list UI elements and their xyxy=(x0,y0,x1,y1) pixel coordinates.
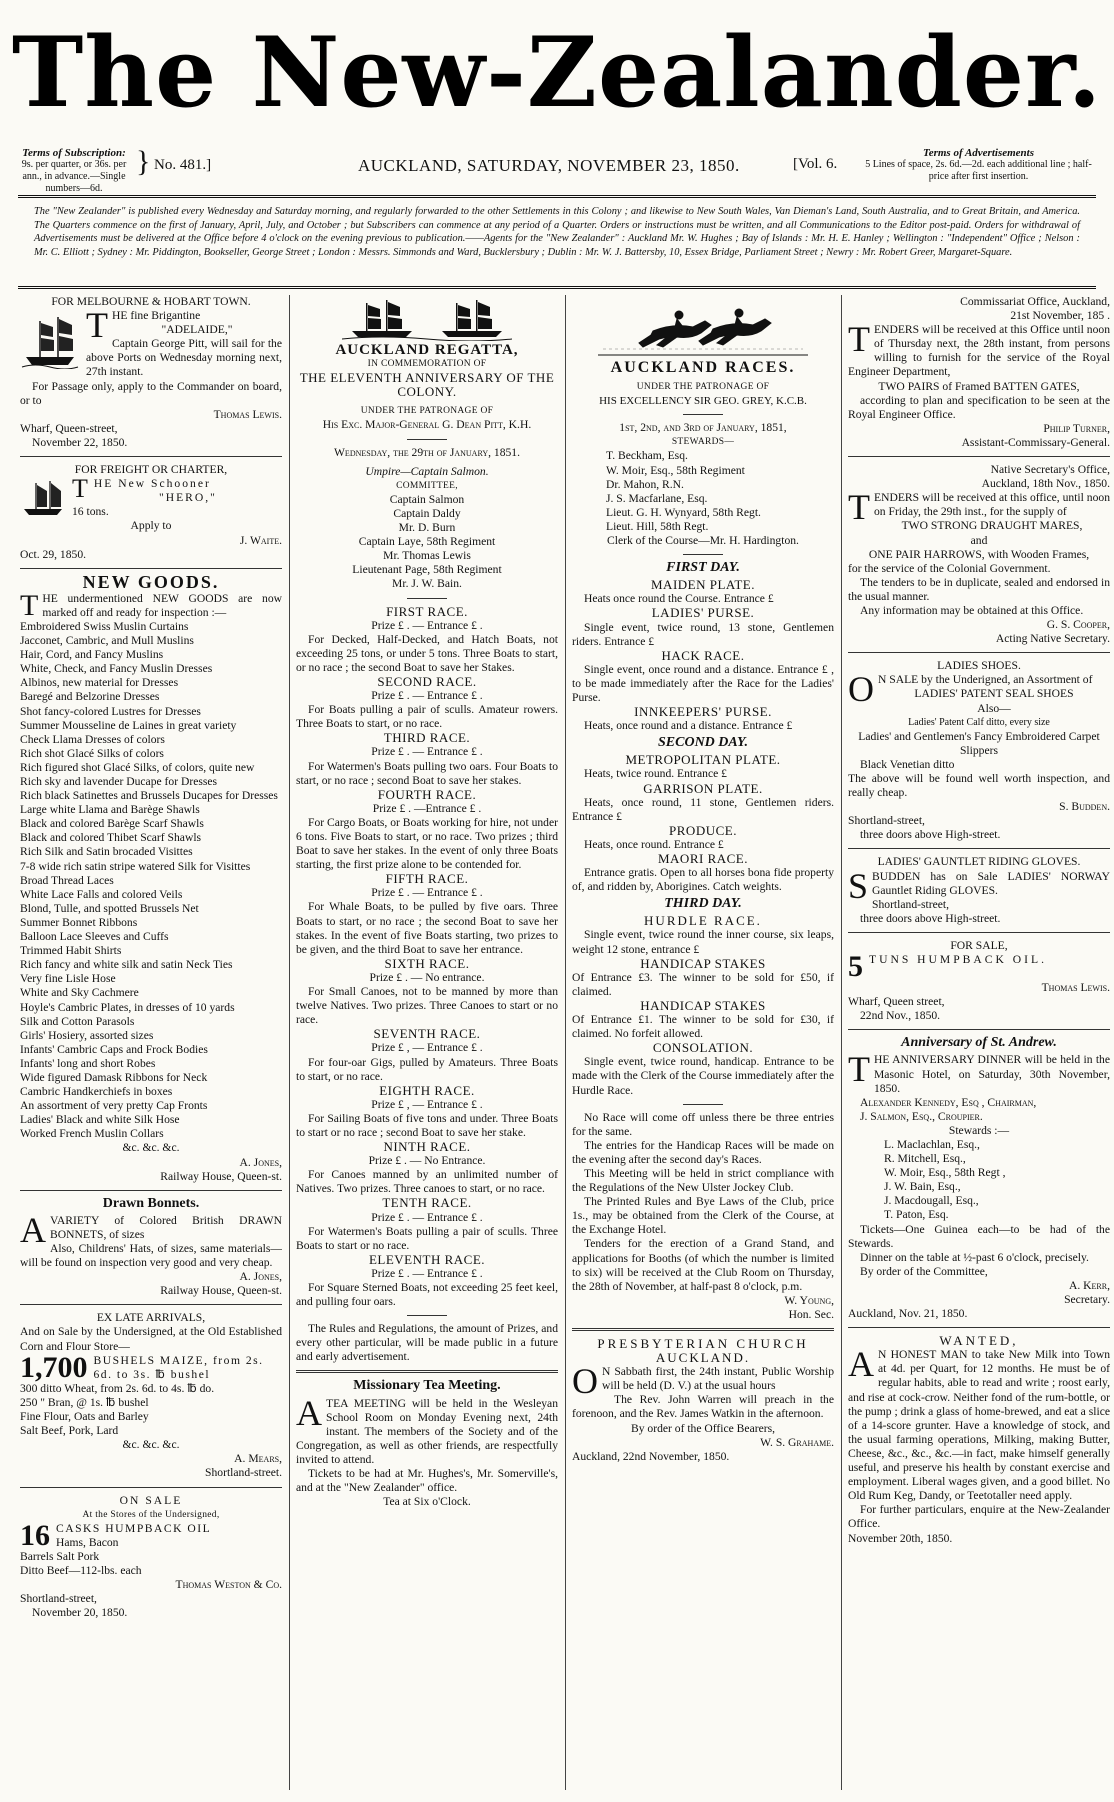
list-item: Balloon Lace Sleeves and Cuffs xyxy=(20,930,169,944)
race-prize: Prize £ . — Entrance £ . xyxy=(371,618,483,632)
list-item: Rich shot Glacé Silks of colors xyxy=(20,746,164,760)
schooner-icon xyxy=(20,479,66,519)
list-item: L. Maclachlan, Esq., xyxy=(884,1137,980,1151)
list-item: Infants' long and short Robes xyxy=(20,1056,156,1070)
list-item: Captain Laye, 58th Regiment xyxy=(358,535,496,549)
list-item: Hoyle's Cambric Plates, in dresses of 10 yards xyxy=(20,1000,235,1014)
list-item: Mr. D. Burn xyxy=(398,521,456,535)
list-item: An assortment of very pretty Cap Fronts xyxy=(20,1099,208,1113)
race-prize: Prize £ . — Entrance £ . xyxy=(371,689,483,703)
list-item: Infants' Cambric Caps and Frock Bodies xyxy=(20,1042,208,1056)
race-text: For Watermen's Boats pulling two oars. Four Boats to start, or no race ; second Boat to save her stakes. xyxy=(296,759,558,787)
list-item: Shot fancy-colored Lustres for Dresses xyxy=(20,704,201,718)
list-item: Black and colored Thibet Scarf Shawls xyxy=(20,831,202,845)
list-item: Hair, Cord, and Fancy Muslins xyxy=(20,648,164,662)
list-item: Jacconet, Cambric, and Mull Muslins xyxy=(20,634,194,648)
ad-heading: NEW GOODS. xyxy=(82,571,220,592)
ad-heading: LADIES' GAUNTLET RIDING GLOVES. xyxy=(877,855,1081,869)
list-item: Lieutenant Page, 58th Regiment xyxy=(352,563,502,577)
regatta-race xyxy=(296,1027,558,1083)
list-item: Captain Daldy xyxy=(393,506,461,520)
race-name: THIRD RACE. xyxy=(383,730,471,746)
regatta-race xyxy=(296,605,558,675)
regatta-ships-icon xyxy=(342,297,512,341)
race-name: EIGHTH RACE. xyxy=(379,1082,475,1098)
column-4 xyxy=(848,295,1110,1795)
column-divider xyxy=(841,295,842,1790)
regatta-race xyxy=(296,872,558,957)
race-prize: Prize £ , — Entrance £ . xyxy=(371,1097,483,1111)
ad-riding-gloves: LADIES' GAUNTLET RIDING GLOVES. SBUDDEN has on Sale LADIES' NORWAY Gauntlet Riding GLOVES. Shortland-street, three doors above High-street. xyxy=(848,855,1110,925)
column-2: AUCKLAND REGATTA, IN COMMEMORATION OF THE ELEVENTH ANNIVERSARY OF THE COLONY. UNDER THE PATRONAGE OF His Exc. Major-General G. Dean Pitt, K.H. Wednesday, the 29th of January, 1851. Umpire—Captain Salmon. COMMITTEE, Captain Salmon Captain Daldy Mr. D. Burn Captain Laye, 58th Regiment Mr. Thomas Lewis Lieutenant Page, 58th Regiment Mr. J. W. Bain. FIRST RACE. Prize £ . — Entrance £ . For Decked, Half-Decked, and Hatch Boats, not exceeding 25 tons, or under 5 tons. Three Boats to start, or no race ; the second Boat to save her Stakes. SECOND RACE. Prize £ . — Entrance £ . For Boats pulling a pair of sculls. Amateur rowers. Three Boats to start, or no race. THIRD RACE. Prize £ . — Entrance £ . For Watermen's Boats pulling two oars. Four Boats to start, or no race ; second Boat to save her stakes. FOURTH RACE. Prize £ . —Entrance £ . For Cargo Boats, or Boats working for hire, not under 6 tons. Five Boats to start, or no race. Two prizes ; third Boat to save her stakes. In the event of only three Boats starting, the first prize alone to be contended for. FIFTH RACE. Prize £ . — Entrance £ . For Whale Boats, to be pulled by five oars. Three Boats to start, or no race ; the second Boat to save her stakes. In the event of five Boats starting, two prizes to be given, and the third Boat to save her entrance. SIXTH RACE. Prize £ . — No entrance. For Small Canoes, not to be manned by more than twelve Natives. Two prizes. Three Canoes to start or no race. SEVENTH RACE. Prize £ , — Entrance £ . For four-oar Gigs, pulled by Amateurs. Three Boats to start, or no race. EIGHTH RACE. Prize £ , — Entrance £ . For Sailing Boats of five tons and under. Three Boats to start or no race ; second Boat to save her stake. NINTH RACE. Prize £ . — No Entrance. For Canoes manned by an unlimited number of Natives. Two prizes. Three canoes to start, or no race. TENTH RACE. Prize £ . — Entrance £ . For Watermen's Boats pulling a pair of sculls. Three Boats to start or no race. ELEVENTH RACE. Prize £ . — Entrance £ . For Square Sterned Boats, not exceeding 25 feet keel, and pulling four oars. The Rules and Regulations, the amount of Prizes, and every other particular, will be made public in a future and early advertisement. Missionary Tea Meeting. ATEA MEETING will be held in the Wesleyan School Room on Monday Evening next, 24th instant. The members of the Society and of the Congregation, as well as other friends, are respectfully invited to attend. Tickets to be had at Mr. Hughes's, Mr. Somerville's, and at the "New Zealander" office. Tea at Six o'Clock. xyxy=(296,295,558,1795)
race-name: SEVENTH RACE. xyxy=(373,1026,481,1042)
dateline: Terms of Subscription: 9s. per quarter, or 36s. per ann., in advance.—Single numbers—6d. } No. 481.] AUCKLAND, SATURDAY, NOVEMBER 23, 1850. [Vol. 6. Terms of Advertisements 5 Lines of space, 2s. 6d.—2d. each additional line ; half-price after first insertion. xyxy=(18,147,1096,197)
race-text: For Whale Boats, to be pulled by five oars. Three Boats to start, or no race ; the second Boat to save her stakes. In the event of five Boats starting, two prizes to be given, and the third Boat to save her entrance. xyxy=(296,900,558,956)
list-item: Trimmed Habit Shirts xyxy=(20,944,122,958)
race-text: For Canoes manned by an unlimited number of Natives. Two prizes. Three canoes to start, or no race. xyxy=(296,1168,558,1196)
notice-rule xyxy=(18,286,1096,289)
regatta-race-list xyxy=(296,605,558,1310)
ad-heading: LADIES SHOES. xyxy=(937,659,1021,673)
list-item: J. W. Bain, Esq., xyxy=(884,1180,961,1194)
regatta-race xyxy=(296,957,558,1027)
ad-heading: AUCKLAND RACES. xyxy=(610,359,796,376)
race-text: For four-oar Gigs, pulled by Amateurs. Three Boats to start, or no race. xyxy=(296,1055,558,1083)
list-item: Wide figured Damask Ribbons for Neck xyxy=(20,1070,208,1084)
regatta-race xyxy=(296,1140,558,1196)
list-item: Captain Salmon xyxy=(389,492,465,506)
list-item: Mr. Thomas Lewis xyxy=(383,549,471,563)
ad-missionary-tea: Missionary Tea Meeting. ATEA MEETING will be held in the Wesleyan School Room on Monday Evening next, 24th instant. The members of the Society and of the Congregation, as well as other friends, are respectfully invited to attend. Tickets to be had at Mr. Hughes's, Mr. Somerville's, and at the "New Zealander" office. Tea at Six o'Clock. xyxy=(296,1378,558,1509)
stewards-list xyxy=(572,449,834,534)
list-item: T. Beckham, Esq. xyxy=(606,449,688,463)
race-name: FOURTH RACE. xyxy=(377,786,477,802)
regatta-race xyxy=(296,731,558,787)
sailing-ship-icon xyxy=(20,313,80,369)
list-item: W. Moir, Esq., 58th Regiment xyxy=(606,463,745,477)
list-item: Cambric Handkerchiefs in boxes xyxy=(20,1085,173,1099)
list-item: Summer Bonnet Ribbons xyxy=(20,915,138,929)
column-divider xyxy=(289,295,290,1790)
ad-adelaide: THE fine Brigantine "ADELAIDE," Captain George Pitt, will sail for the above Ports on Wednesday morning next, 27th instant. For Passage only, apply to the Commander on board, or to Thomas Lewis. Wharf, Queen-street, November 22, 1850. xyxy=(20,305,282,449)
ad-presbyterian-church: PRESBYTERIAN CHURCH AUCKLAND. O N Sabbath first, the 24th instant, Public Worship will be held (D. V.) at the usual hours The Rev. John Warren will preach in the forenoon, and the Rev. James Watkin in the afternoon. By order of the Office Bearers, W. S. Grahame. Auckland, 22nd November, 1850. xyxy=(572,1336,834,1463)
list-item: R. Mitchell, Esq., xyxy=(884,1152,966,1166)
ad-humpback-oil: FOR SALE, 5 TUNS HUMPBACK OIL. Thomas Lewis. Wharf, Queen street, 22nd Nov., 1850. xyxy=(848,938,1110,1023)
ad-drawn-bonnets: Drawn Bonnets. AVARIETY of Colored British DRAWN BONNETS, of sizes Also, Childrens' Hats, of sizes, same materials—will be found on inspection very good and very cheap. A. Jones, Railway House, Queen-st. xyxy=(20,1195,282,1298)
ad-late-arrivals: EX LATE ARRIVALS, And on Sale by the Undersigned, at the Old Established Corn and Flour Store— 1,700 BUSHELS MAIZE, from 2s. 6d. to 3s. ℔ bushel 300 ditto Wheat, from 2s. 6d. to 4s. ℔ do. 250 " Bran, @ 1s. ℔ bushel Fine Flour, Oats and Barley Salt Beef, Pork, Lard &c. &c. &c. A. Mears, Shortland-street. xyxy=(20,1311,282,1480)
list-item: White and Sky Cachmere xyxy=(20,986,139,1000)
race-prize: Prize £ . — Entrance £ . xyxy=(371,1210,483,1224)
committee-list xyxy=(296,493,558,592)
list-item: White, Check, and Fancy Muslin Dresses xyxy=(20,662,213,676)
race-prize: Prize £ . —Entrance £ . xyxy=(372,801,482,815)
ad-heading: Missionary Tea Meeting. xyxy=(353,1378,501,1394)
race-text: For Boats pulling a pair of sculls. Amateur rowers. Three Boats to start, or no race. xyxy=(296,703,558,731)
ad-ladies-shoes: LADIES SHOES. O N SALE by the Underigned, an Assortment of LADIES' PATENT SEAL SHOES Also— Ladies' Patent Calf ditto, every size Ladies' and Gentlemen's Fancy Embroidered Carpet Slippers Black Venetian ditto The above will be found well worth inspection, and really cheap. S. Budden. Shortland-street, three doors above High-street. xyxy=(848,659,1110,842)
column-1 xyxy=(20,295,282,1795)
list-item: J. Macdougall, Esq., xyxy=(884,1194,979,1208)
ad-heading: Anniversary of St. Andrew. xyxy=(901,1035,1057,1051)
race-text: For Decked, Half-Decked, and Hatch Boats, not exceeding 25 tons, or under 5 tons. Three Boats to start, or no race ; the second Boat to save her Stakes. xyxy=(296,632,558,674)
ad-st-andrew-dinner: Anniversary of St. Andrew. THE ANNIVERSARY DINNER will be held in the Masonic Hotel, on Saturday, 30th November, 1850. Alexander Kennedy, Esq , Chairman, J. Salmon, Esq., Croupier. Stewards :— L. Maclachlan, Esq., R. Mitchell, Esq., W. Moir, Esq., 58th Regt , J. W. Bain, Esq., J. Macdougall, Esq., T. Paton, Esq. Tickets—One Guinea each—to be had of the Stewards. Dinner on the table at ½-past 6 o'clock, precisely. By order of the Committee, A. Kerr, Secretary. Auckland, Nov. 21, 1850. xyxy=(848,1035,1110,1321)
column-3: AUCKLAND RACES. UNDER THE PATRONAGE OF HIS EXCELLENCY SIR GEO. GREY, K.C.B. 1st, 2nd, and 3rd of January, 1851, STEWARDS— T. Beckham, Esq. W. Moir, Esq., 58th Regiment Dr. Mahon, R.N. J. S. Macfarlane, Esq. Lieut. G. H. Wynyard, 58th Regt. Lieut. Hill, 58th Regt. Clerk of the Course—Mr. H. Hardington. FIRST DAY. MAIDEN PLATE. Heats once round the Course. Entrance £ LADIES' PURSE. Single event, twice round, 13 stone, Gentlemen riders. Entrance £ HACK RACE. Single event, once round and a distance. Entrance £ , to be made immediately after the Race for the Ladies' Purse. INNKEEPERS' PURSE. Heats, once round and a distance. Entrance £ SECOND DAY. METROPOLITAN PLATE. Heats, twice round. Entrance £ GARRISON PLATE. Heats, once round, 11 stone, Gentlemen riders. Entrance £ PRODUCE. Heats, once round. Entrance £ MAORI RACE. Entrance gratis. Open to all horses bona fide property of, and ridden by, Aborigines. Catch weights. THIRD DAY. HURDLE RACE. Single event, twice round the inner course, six leaps, weight 12 stone, entrance £ HANDICAP STAKES Of Entrance £3. The winner to be sold for £50, if claimed. HANDICAP STAKES Of Entrance £1. The winner to be sold for £30, if claimed. No forfeit allowed. CONSOLATION. Single event, twice round, handicap. Entrance to be made with the Clerk of the Course immediately after the Hurdle Race. No Race will come off unless there be three entries for the same. The entries for the Handicap Races will be made on the evening after the second day's Races. This Meeting will be held in strict compliance with the Regulations of the New Ulster Jockey Club. The Printed Rules and Bye Laws of the Club, price 1s., may be obtained from the Clerk of the Course, at the Exchange Hotel. Tenders for the erection of a Grand Stand, and applications for Booths (of which the number is limited to six) will be received at the Club Room on Thursday, the 28th of November, at half-past 8 o'clock, p.m. W. Young, Hon. Sec. PRESBYTERIAN CHURCH AUCKLAND. O N Sabbath first, the 24th instant, Public Worship will be held (D. V.) at the usual hours The Rev. John Warren will preach in the forenoon, and the Rev. James Watkin in the afternoon. By order of the Office Bearers, W. S. Grahame. Auckland, 22nd November, 1850. xyxy=(572,295,834,1795)
race-prize: Prize £ . — Entrance £ . xyxy=(371,886,483,900)
list-item: Lieut. G. H. Wynyard, 58th Regt. xyxy=(606,505,761,519)
ad-commissariat-tenders: Commissariat Office, Auckland, 21st November, 185 . TENDERS will be received at this Office until noon of Thursday next, the 28th instant, from persons willing to furnish for the service of the Royal Engineer Department, TWO PAIRS of Framed BATTEN GATES, according to plan and specification to be seen at the Royal Engineer Office. Philip Turner, Assistant-Commissary-General. xyxy=(848,295,1110,449)
regatta-race xyxy=(296,675,558,731)
masthead xyxy=(0,10,1114,135)
list-item: Dr. Mahon, R.N. xyxy=(606,477,684,491)
list-item: Summer Mousseline de Laines in great variety xyxy=(20,718,237,732)
stewards-list xyxy=(848,1138,1110,1223)
publication-notice: The "New Zealander" is published every Wednesday and Saturday morning, and regularly forwarded to the other Settlements in this Colony ; and likewise to New South Wales, Van Dieman's Land, South Australia, and to Great Britain, and America. The Quarters commence on the first of January, April, July, and October ; but Subscribers can commence at any period of a Quarter. Orders or instructions must be written, and all Communications to the Editor post-paid. Orders for withdrawal of Advertisements must be delivered at the Office before 4 o'clock on the evening previous to publication.——Agents for the "New Zealander" : Auckland Mr. W. Hughes ; Bay of Islands : Mr. H. E. Hanley ; Wellington : "Independent" Office ; Nelson : Mr. C. Elliott ; Sydney : Mr. Piddington, Bookseller, George Street ; London : Messrs. Simmonds and Ward, Bucklersbury ; Dublin : Mr. W. J. Battersby, 10, Essex Bridge, Parliament Street ; Newry : Mr. Robert Greer, Margaret-Square. xyxy=(34,206,1080,258)
list-item: Baregé and Belzorine Dresses xyxy=(20,690,160,704)
subscription-terms: Terms of Subscription: 9s. per quarter, or 36s. per ann., in advance.—Single numbers—6d. xyxy=(21,147,127,194)
race-text: For Sailing Boats of five tons and under. Three Boats to start or no race ; second Boat to save her stake. xyxy=(296,1111,558,1139)
ad-hero: FOR FREIGHT OR CHARTER, THE New Schooner "HERO," 16 tons. Apply to J. Waite. Oct. 29, 1850. xyxy=(20,463,282,561)
ad-heading: WANTED, xyxy=(939,1333,1019,1349)
list-item: Albinos, new material for Dresses xyxy=(20,676,179,690)
race-name: FIFTH RACE. xyxy=(385,871,469,887)
list-item: Rich figured shot Glacé Silks, of colors, quite new xyxy=(20,760,255,774)
race-text: For Watermen's Boats pulling a pair of sculls. Three Boats to start or no race. xyxy=(296,1224,558,1252)
regatta-race xyxy=(296,1196,558,1252)
list-item: T. Paton, Esq. xyxy=(884,1208,949,1222)
list-item: Rich Silk and Satin brocaded Visittes xyxy=(20,845,193,859)
place-date: AUCKLAND, SATURDAY, NOVEMBER 23, 1850. xyxy=(358,156,740,175)
race-name: NINTH RACE. xyxy=(383,1139,471,1155)
day-heading: THIRD DAY. xyxy=(664,896,742,912)
list-item: Silk and Cotton Parasols xyxy=(20,1014,135,1028)
race-name: SECOND RACE. xyxy=(377,673,477,689)
advertisement-terms: Terms of Advertisements 5 Lines of space, 2s. 6d.—2d. each additional line ; half-price after first insertion. xyxy=(865,147,1092,182)
day-heading: SECOND DAY. xyxy=(658,735,748,751)
ad-heading: Drawn Bonnets. xyxy=(102,1195,200,1211)
ad-heading: FOR MELBOURNE & HOBART TOWN. xyxy=(51,295,251,308)
race-name: TENTH RACE. xyxy=(382,1195,472,1211)
header-rule xyxy=(18,195,1096,198)
ad-new-goods: NEW GOODS. THE undermentioned NEW GOODS are now marked off and ready for inspection :— Embroidered Swiss Muslin Curtains Jacconet, Cambric, and Mull Muslins Hair, Cord, and Fancy Muslins White, Check, and Fancy Muslin Dresses Albinos, new material for Dresses Baregé and Belzorine Dresses Shot fancy-colored Lustres for Dresses Summer Mousseline de Laines in great variety Check Llama Dresses of colors Rich shot Glacé Silks of colors Rich figured shot Glacé Silks, of colors, quite new Rich sky and lavender Ducape for Dresses Rich black Satinettes and Brussels Ducapes for Dresses Large white Llama and Barège Shawls Black and colored Barège Scarf Shawls Black and colored Thibet Scarf Shawls Rich Silk and Satin brocaded Visittes 7-8 wide rich satin stripe watered Silk for Visittes Broad Thread Laces White Lace Falls and colored Veils Blond, Tulle, and spotted Brussels Net Summer Bonnet Ribbons Balloon Lace Sleeves and Cuffs Trimmed Habit Shirts Rich fancy and white silk and satin Neck Ties Very fine Lisle Hose White and Sky Cachmere Hoyle's Cambric Plates, in dresses of 10 yards Silk and Cotton Parasols Girls' Hosiery, assorted sizes Infants' Cambric Caps and Frock Bodies Infants' long and short Robes Wide figured Damask Ribbons for Neck Cambric Handkerchiefs in boxes An assortment of very pretty Cap Fronts Ladies' Black and white Silk Hose Worked French Muslin Collars &c. &c. &c. A. Jones, Railway House, Queen-st. xyxy=(20,571,282,1183)
list-item: Rich black Satinettes and Brussels Ducapes for Dresses xyxy=(20,789,278,803)
column-divider xyxy=(565,295,566,1790)
race-text: For Cargo Boats, or Boats working for hire, not under 6 tons. Five Boats to start, or no race. Two prizes ; third Boat to save her stakes. In the event of only three Boats starting, the first prize alone to be contended for. xyxy=(296,815,558,872)
newspaper-title: The New-Zealander. xyxy=(11,16,1103,129)
volume-number: [Vol. 6. xyxy=(793,156,838,172)
list-item: Mr. J. W. Bain. xyxy=(392,577,462,591)
ad-heading: AUCKLAND REGATTA, xyxy=(335,342,519,358)
list-item: Rich fancy and white silk and satin Neck Ties xyxy=(20,958,233,972)
list-item: Large white Llama and Barège Shawls xyxy=(20,803,200,817)
list-item: Ladies' Black and white Silk Hose xyxy=(20,1113,180,1127)
list-item: White Lace Falls and colored Veils xyxy=(20,887,183,901)
ad-on-sale: ON SALE At the Stores of the Undersigned, 16 CASKS HUMPBACK OIL Hams, Bacon Barrels Salt Pork Ditto Beef—112-lbs. each Thomas Weston & Co. Shortland-street, November 20, 1850. xyxy=(20,1493,282,1620)
list-item: Blond, Tulle, and spotted Brussels Net xyxy=(20,901,199,915)
race-text: For Small Canoes, not to be manned by more than twelve Natives. Two prizes. Three Canoes to start or no race. xyxy=(296,985,558,1027)
race-name: ELEVENTH RACE. xyxy=(368,1251,486,1267)
regatta-race xyxy=(296,788,558,873)
goods-list xyxy=(20,620,282,1141)
regatta-race xyxy=(296,1253,558,1309)
day-heading: FIRST DAY. xyxy=(666,560,740,576)
regatta-race xyxy=(296,1084,558,1140)
list-item: 7-8 wide rich satin stripe watered Silk for Visittes xyxy=(20,859,251,873)
race-text: For Square Sterned Boats, not exceeding 25 feet keel, and pulling four oars. xyxy=(296,1281,558,1309)
list-item: J. S. Macfarlane, Esq. xyxy=(606,491,708,505)
race-name: FIRST RACE. xyxy=(386,603,468,619)
list-item: Broad Thread Laces xyxy=(20,873,114,887)
racehorses-icon xyxy=(593,297,813,359)
list-item: Very fine Lisle Hose xyxy=(20,972,116,986)
race-prize: Prize £ . — Entrance £ . xyxy=(371,745,483,759)
ad-native-secretary-tenders: Native Secretary's Office, Auckland, 18th Nov., 1850. TENDERS will be received at this office, until noon on Friday, the 29th inst., for the supply of TWO STRONG DRAUGHT MARES, and ONE PAIR HARROWS, with Wooden Frames, for the service of the Colonial Government. The tenders to be in duplicate, sealed and endorsed in the usual manner. Any information may be obtained at this Office. G. S. Cooper, Acting Native Secretary. xyxy=(848,463,1110,646)
list-item: Black and colored Barège Scarf Shawls xyxy=(20,817,204,831)
list-item: Embroidered Swiss Muslin Curtains xyxy=(20,619,189,633)
ad-heading: PRESBYTERIAN CHURCH xyxy=(597,1336,809,1351)
list-item: Worked French Muslin Collars xyxy=(20,1127,164,1141)
race-prize: Prize £ . — Entrance £ . xyxy=(371,1266,483,1280)
list-item: Check Llama Dresses of colors xyxy=(20,732,165,746)
race-prize: Prize £ . — No entrance. xyxy=(369,970,485,984)
race-prize: Prize £ . — No Entrance. xyxy=(368,1154,486,1168)
race-name: SIXTH RACE. xyxy=(384,955,470,971)
issue-number: No. 481.] xyxy=(154,157,212,173)
ad-wanted: WANTED, A N HONEST MAN to take New Milk into Town at 4d. per Quart, for 12 months. He must be of regular habits, able to read and write ; roost early, and rise at cock-crow. Neither fond of the rum-bottle, or the pump ; drink a glass of home-brewed, and eat a slice of a 14-score grunter. Have a knowledge of stock, and the usual farming operations, Milking, making Butter, Cheese, &c., &c., &c.—in fact, make himself generally useful, and preserve his health by constant exercise and employment. Liberal wages given, and a good billet. No Old Rum Keg, Dandy, or Teetotaller need apply. For further particulars, enquire at the New-Zealander Office. November 20th, 1850. xyxy=(848,1333,1110,1545)
race-prize: Prize £ , — Entrance £ . xyxy=(371,1041,483,1055)
list-item: Lieut. Hill, 58th Regt. xyxy=(606,519,709,533)
list-item: W. Moir, Esq., 58th Regt , xyxy=(884,1166,1006,1180)
list-item: Rich sky and lavender Ducape for Dresses xyxy=(20,775,218,788)
list-item: Girls' Hosiery, assorted sizes xyxy=(20,1028,154,1042)
